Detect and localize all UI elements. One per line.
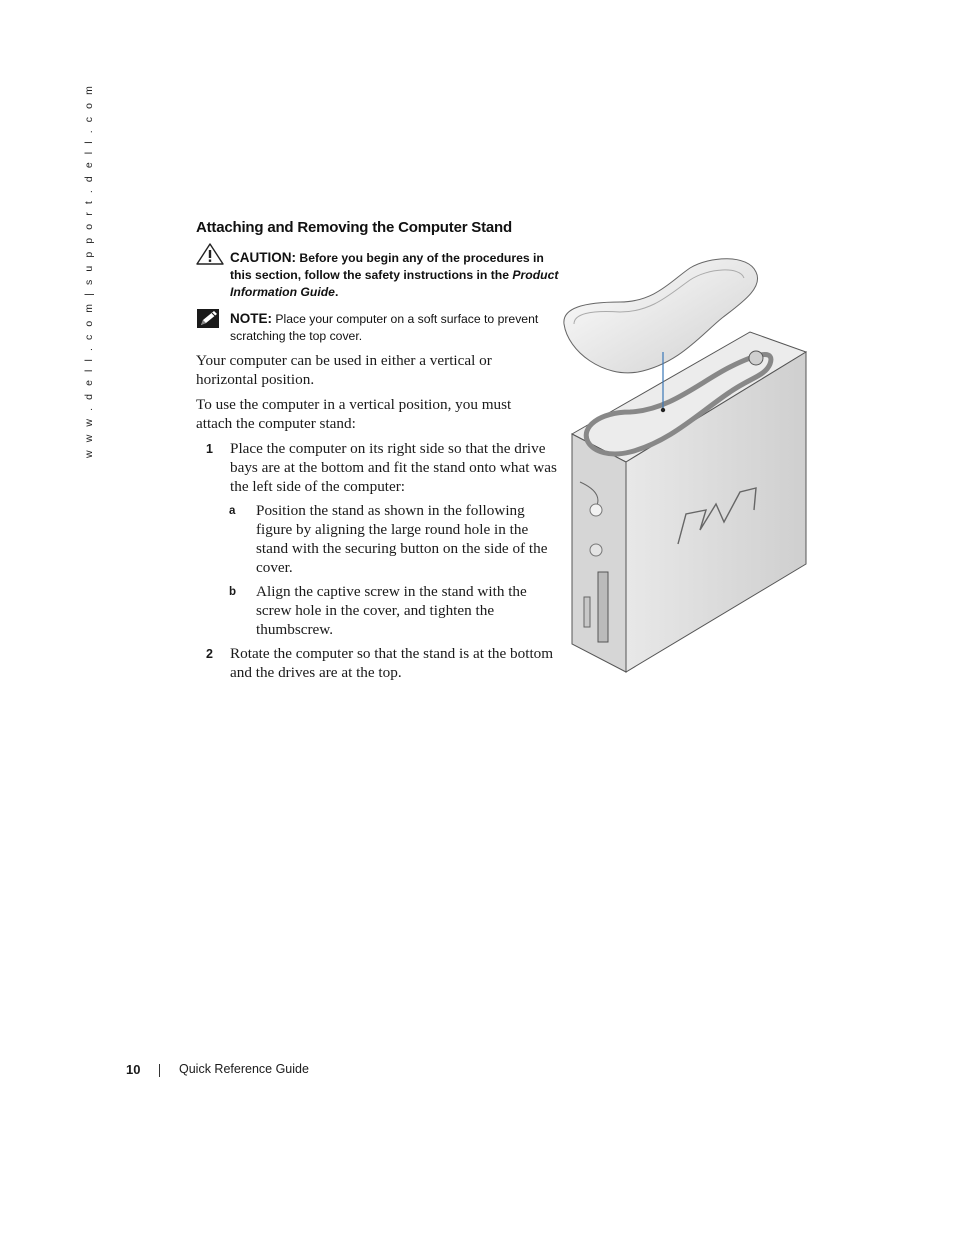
substep-letter: a [229,505,236,517]
caution-callout [196,243,562,303]
step-number: 1 [206,442,213,456]
side-url-text: w w w . d e l l . c o m | s u p p o r t . d e l l . c o m [83,83,95,458]
power-button [590,504,602,516]
caution-end: . [334,285,339,299]
paragraph-vertical: To use the computer in a vertical position, you must attach the computer stand: [196,396,512,432]
caution-body: Before you begin any of the procedures in this section, follow the safety instructions in the [230,251,544,282]
caution-icon [196,243,224,265]
note-label: NOTE: [230,311,272,326]
caution-doc-title: Product Information Guide [230,268,559,299]
section-title: Attaching and Removing the Computer Stand [196,219,512,236]
computer-stand-illustration [560,252,810,677]
caution-label: CAUTION: [230,250,296,265]
footer-title: Quick Reference Guide [179,1062,309,1076]
note-callout [196,308,562,348]
pencil-note-icon [196,308,222,330]
securing-button [749,351,763,365]
note-body: Place your computer on a soft surface to prevent scratching the top cover. [230,312,539,343]
footer-divider [159,1064,160,1077]
page-number: 10 [126,1062,141,1077]
note-text [230,310,562,345]
drive-bay [598,572,608,642]
caution-text [230,249,562,301]
step-text: Rotate the computer so that the stand is at the bottom and the drives are at the top. [230,645,554,681]
front-port [590,544,602,556]
step-text: Place the computer on its right side so that the drive bays are at the bottom and fit the stand onto what was the left side of the computer: [230,440,557,495]
substep-letter: b [229,586,237,598]
paragraph-orientation: Your computer can be used in either a vertical or horizontal position. [196,352,492,388]
substep-text: Align the captive screw in the stand with the screw hole in the cover, and tighten the thumbscrew. [256,583,527,638]
step-number: 2 [206,647,213,661]
substep-text: Position the stand as shown in the following figure by aligning the large round hole in the stand with the securing button on the side of the cover. [256,502,548,576]
